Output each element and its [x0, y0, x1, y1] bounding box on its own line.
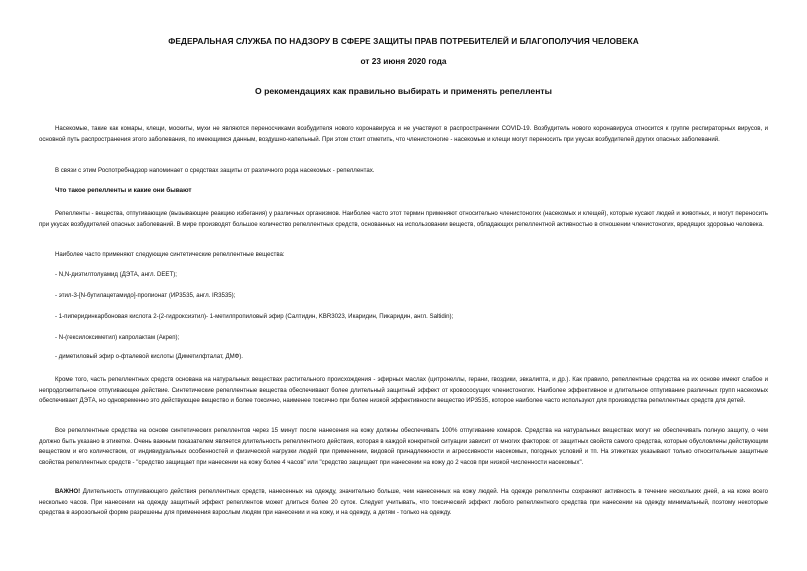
important-text: Длительность отпугивающего действия репеллентных средств, нанесенных на одежду, значительно больше, чем нанесенных на кожу людей. На одежде репелленты сохраняют активность в течение нескольких дней, а на коже всего несколько часов. При нанесении на одежду защитный эффект репеллентов может длиться более 20 суток. Следует учитывать, что токсический эффект любого репеллентного средства при нанесении на одежду минимальный, поэтому некоторые средства в аэрозольной форме разрешены для применения взрослым людям при нанесении и на кожу, и на одежду, а детям - только на одежду. — [39, 488, 768, 517]
substance-list-item: - диметиловый эфир о-фталевой кислоты (Диметилфталат, ДМФ). — [55, 353, 243, 360]
paragraph-substances-intro: Наиболее часто применяют следующие синтетические репеллентные вещества: — [55, 251, 285, 258]
document-date: от 23 июня 2020 года — [360, 56, 447, 66]
paragraph-rospotrebnadzor: В связи с этим Роспотребнадзор напоминает о средствах защиты от различного рода насекомых - репеллентах. — [55, 167, 375, 174]
substance-list-item: - N,N-диэтилтолуамид (ДЭТА, англ. DEET); — [55, 271, 177, 278]
important-label: ВАЖНО! — [55, 488, 81, 495]
paragraph-intro: Насекомые, такие как комары, клещи, москиты, мухи не являются переносчиками возбудителя нового коронавируса и не участвуют в распространении COVID-19. Возбудитель нового коронавируса относится к группе респираторных вирусов, и основной путь распространения этого заболевания, по имеющимся данным, воздушно-капельный. При этом стоит отметить, что членистоногие - насекомые и клещи могут переносить при укусах возбудителей других опасных заболеваний. — [39, 125, 768, 143]
substance-list-item: - этил-3-[N-бутилацетамидо]-пропионат (ИР3535, англ. IR3535); — [55, 292, 236, 299]
substance-list-item: - 1-пиперидинкарбоновая кислота 2-(2-гидроксиэтил)- 1-метилпропиловый эфир (Салтидин, KBR3023, Икаридин, Пикаридин, англ. Saltidin); — [55, 313, 454, 320]
paragraph-duration: Все репеллентные средства на основе синтетических репеллентов через 15 минут после нанесения на кожу должны обеспечивать 100% отпугивание комаров. Средства на натуральных веществах могут не обеспечивать полную защиту, о чем должно быть указано в этикетке. Очень важным показателем является длительность репеллентного действия, которая в каждой конкретной ситуации зависит от многих факторов: от защитных свойств самого средства, которые обусловлены действующим веществом и его количеством, от индивидуальных особенностей и физической нагрузки людей при применении, видовой принадлежности и агрессивности насекомых, погодных условий и тп. На этикетках указывают только относительные защитные свойства репеллентных средств - "средство защищает при нанесении на кожу более 4 часов" или "средство защищает при нанесении на кожу до 2 часов при низкой численности насекомых". — [39, 427, 768, 467]
agency-header: ФЕДЕРАЛЬНАЯ СЛУЖБА ПО НАДЗОРУ В СФЕРЕ ЗАЩИТЫ ПРАВ ПОТРЕБИТЕЛЕЙ И БЛАГОПОЛУЧИЯ ЧЕЛОВЕКА — [168, 36, 639, 46]
paragraph-definition: Репелленты - вещества, отпугивающие (вызывающие реакцию избегания) у различных организмов. Наиболее часто этот термин применяют относительно членистоногих (насекомых и клещей), которые кусают людей и животных, и могут переносить при укусах возбудителей опасных заболеваний. В мире производят большое количество репеллентных средств, основанных на использовании веществ, обладающих репеллентной активностью в отношении членистоногих, вредящих здоровью человека. — [39, 210, 768, 228]
subheading-what-are-repellents: Что такое репелленты и какие они бывают — [55, 187, 192, 194]
paragraph-natural-repellents: Кроме того, часть репеллентных средств основана на натуральных веществах растительного происхождения - эфирных маслах (цитронеллы, герани, гвоздики, эвкалипта, и др.). Как правило, репеллентные средства на их основе имеют слабое и непродолжительное отпугивающее действие. Синтетические репеллентные вещества обеспечивают более длительный защитный эффект от кровососущих членистоногих. Наиболее эффективное и длительное отпугивание различных групп насекомых обеспечивает ДЭТА, но одновременно это действующее вещество и более токсично, наименее токсично при более низкой эффективности вещество ИР3535, которое наиболее часто используют для производства репеллентных средств для детей. — [39, 376, 768, 405]
substance-list-item: - N-(гексилоксиметил) капролактам (Акреп); — [55, 334, 180, 341]
paragraph-important — [39, 487, 768, 519]
document-title: О рекомендациях как правильно выбирать и применять репелленты — [255, 86, 552, 96]
